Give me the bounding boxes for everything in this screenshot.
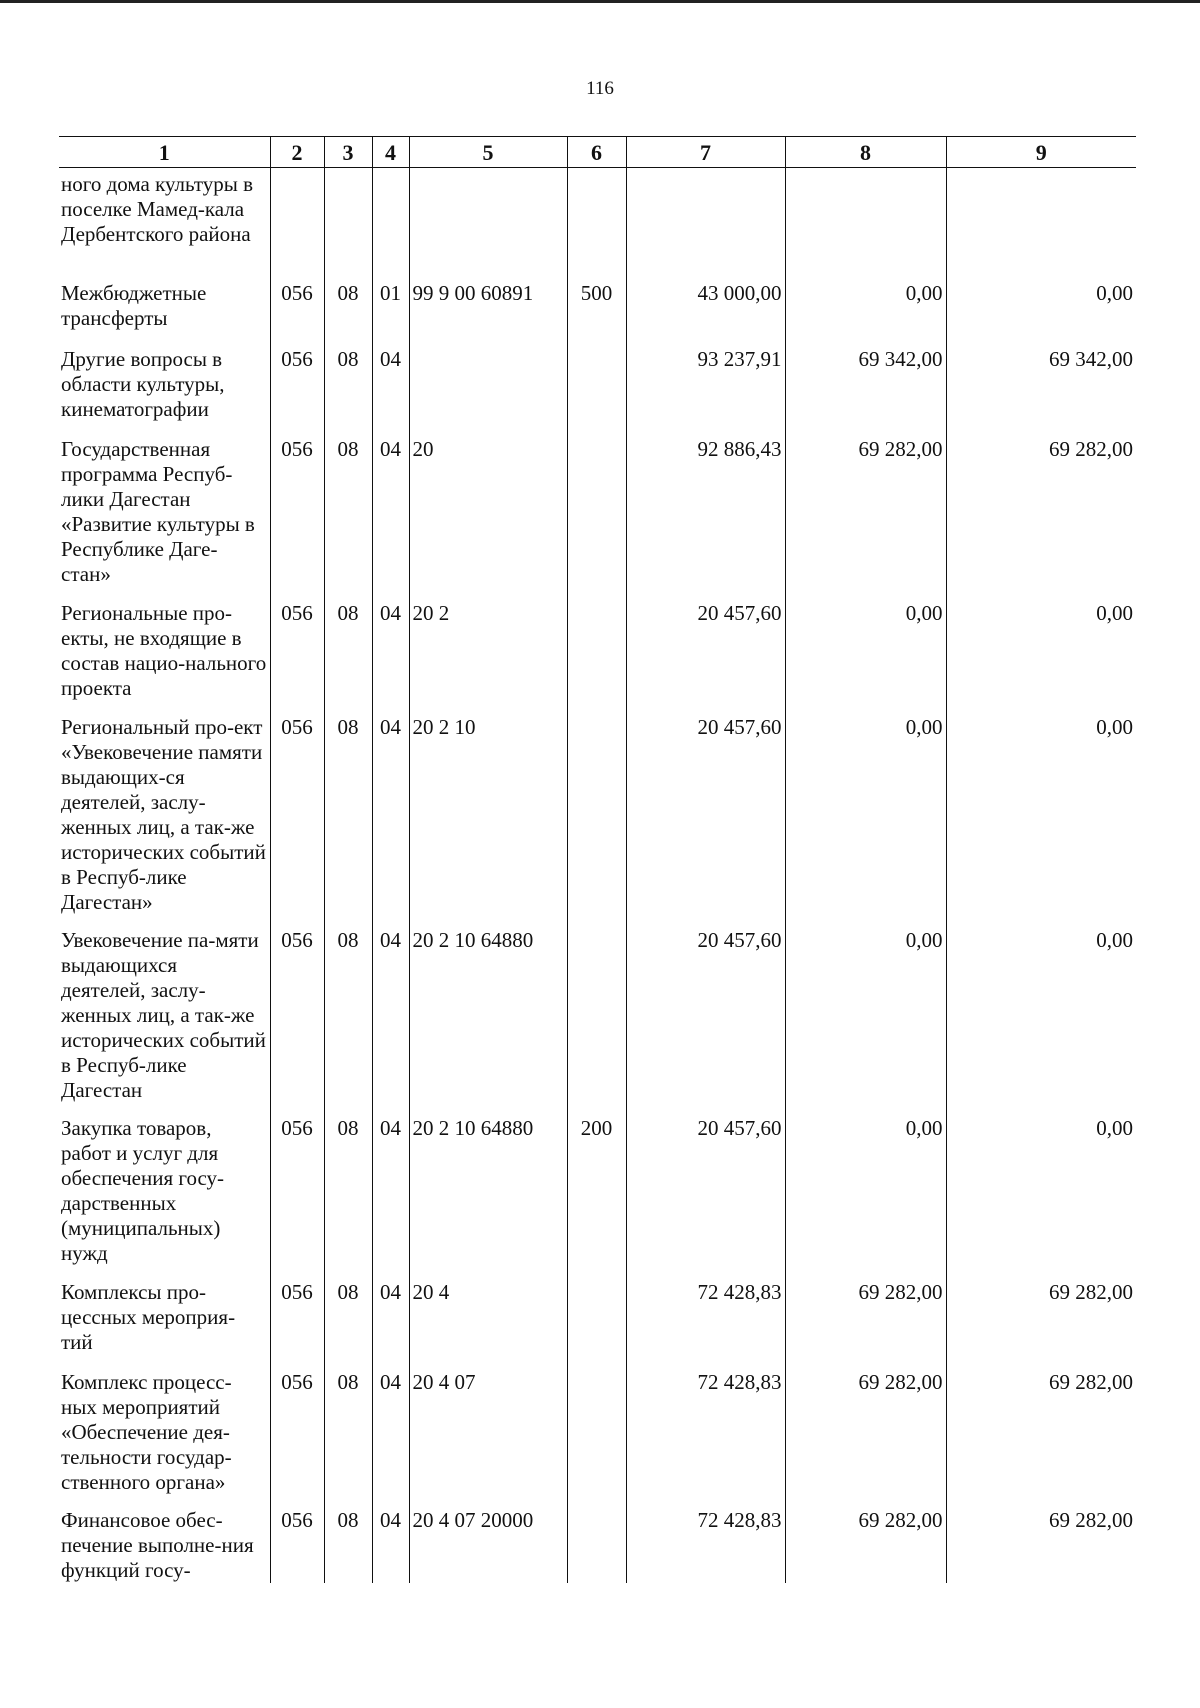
cell-col-7: 93 237,91 bbox=[626, 343, 785, 433]
cell-col-9: 0,00 bbox=[946, 924, 1136, 1112]
cell-col-9 bbox=[946, 168, 1136, 277]
cell-col-8 bbox=[785, 168, 946, 277]
cell-col-2: 056 bbox=[270, 343, 324, 433]
cell-col-9: 0,00 bbox=[946, 711, 1136, 924]
cell-col-9: 0,00 bbox=[946, 597, 1136, 711]
cell-col-6 bbox=[567, 168, 626, 277]
cell-col-6: 500 bbox=[567, 277, 626, 343]
header-row bbox=[59, 137, 1136, 168]
cell-col-6 bbox=[567, 1366, 626, 1504]
cell-col-5: 99 9 00 60891 bbox=[409, 277, 567, 343]
table-row bbox=[59, 1112, 1136, 1276]
header-col-3: 3 bbox=[324, 137, 372, 168]
cell-col-2: 056 bbox=[270, 433, 324, 597]
cell-col-3 bbox=[324, 168, 372, 277]
cell-col-2: 056 bbox=[270, 711, 324, 924]
header-col-2: 2 bbox=[270, 137, 324, 168]
cell-col-8: 69 282,00 bbox=[785, 433, 946, 597]
top-rule bbox=[0, 0, 1200, 3]
cell-col-5 bbox=[409, 343, 567, 433]
row-name: Другие вопросы в области культуры, кинематографии bbox=[61, 346, 225, 421]
row-name: Увековечение па-мяти выдающихся деятелей, заслу-женных лиц, а так-же исторических событий в Респуб-лике Дагестан bbox=[61, 927, 266, 1102]
cell-col-4: 04 bbox=[372, 433, 409, 597]
table-row bbox=[59, 1276, 1136, 1366]
cell-col-7: 20 457,60 bbox=[626, 597, 785, 711]
cell-col-3: 08 bbox=[324, 1366, 372, 1504]
cell-col-4: 01 bbox=[372, 277, 409, 343]
row-name: Закупка товаров, работ и услуг для обеспечения госу-дарственных (муниципальных) нужд bbox=[61, 1115, 225, 1265]
table-row bbox=[59, 1504, 1136, 1583]
cell-col-2: 056 bbox=[270, 924, 324, 1112]
cell-col-5 bbox=[409, 168, 567, 277]
table-row bbox=[59, 597, 1136, 711]
cell-col-7: 72 428,83 bbox=[626, 1276, 785, 1366]
cell-col-6: 200 bbox=[567, 1112, 626, 1276]
cell-col-8: 0,00 bbox=[785, 1112, 946, 1276]
cell-col-9: 69 282,00 bbox=[946, 433, 1136, 597]
table-row bbox=[59, 277, 1136, 343]
table-row bbox=[59, 433, 1136, 597]
header-col-4: 4 bbox=[372, 137, 409, 168]
cell-col-6 bbox=[567, 1504, 626, 1583]
cell-col-5: 20 2 10 64880 bbox=[409, 924, 567, 1112]
cell-col-8: 0,00 bbox=[785, 711, 946, 924]
cell-col-6 bbox=[567, 924, 626, 1112]
cell-col-9: 69 342,00 bbox=[946, 343, 1136, 433]
table-row bbox=[59, 168, 1136, 277]
row-name: Межбюджетные трансферты bbox=[61, 280, 207, 330]
cell-col-5: 20 2 10 64880 bbox=[409, 1112, 567, 1276]
cell-col-4: 04 bbox=[372, 1276, 409, 1366]
cell-col-5: 20 4 bbox=[409, 1276, 567, 1366]
cell-col-8: 69 282,00 bbox=[785, 1504, 946, 1583]
cell-col-7: 20 457,60 bbox=[626, 1112, 785, 1276]
cell-col-7: 72 428,83 bbox=[626, 1504, 785, 1583]
cell-col-6 bbox=[567, 343, 626, 433]
cell-col-5: 20 2 10 bbox=[409, 711, 567, 924]
cell-col-9: 0,00 bbox=[946, 277, 1136, 343]
cell-col-7: 43 000,00 bbox=[626, 277, 785, 343]
cell-col-2: 056 bbox=[270, 1112, 324, 1276]
cell-col-8: 0,00 bbox=[785, 924, 946, 1112]
table-body bbox=[59, 168, 1136, 1583]
row-name: Государственная программа Респуб-лики Дагестан «Развитие культуры в Республике Даге-стан» bbox=[61, 436, 255, 586]
cell-col-4: 04 bbox=[372, 1504, 409, 1583]
cell-col-3: 08 bbox=[324, 924, 372, 1112]
cell-col-9: 69 282,00 bbox=[946, 1276, 1136, 1366]
cell-col-2: 056 bbox=[270, 1276, 324, 1366]
cell-col-8: 69 282,00 bbox=[785, 1276, 946, 1366]
row-name: Региональный про-ект «Увековечение памяти выдающих-ся деятелей, заслу-женных лиц, а так-же исторических событий в Респуб-лике Дагестан» bbox=[61, 714, 266, 914]
cell-col-4: 04 bbox=[372, 343, 409, 433]
cell-col-2: 056 bbox=[270, 1366, 324, 1504]
header-col-5: 5 bbox=[409, 137, 567, 168]
header-col-6: 6 bbox=[567, 137, 626, 168]
table-row bbox=[59, 924, 1136, 1112]
budget-table bbox=[59, 136, 1136, 1583]
cell-col-6 bbox=[567, 433, 626, 597]
table-row bbox=[59, 711, 1136, 924]
row-name: Комплексы про-цессных мероприя-тий bbox=[61, 1279, 236, 1354]
page-number: 116 bbox=[586, 78, 614, 99]
table-row bbox=[59, 343, 1136, 433]
cell-col-8: 0,00 bbox=[785, 597, 946, 711]
cell-col-3: 08 bbox=[324, 597, 372, 711]
header-col-9: 9 bbox=[946, 137, 1136, 168]
row-name: Региональные про-екты, не входящие в состав нацио-нального проекта bbox=[61, 600, 267, 700]
table-header bbox=[59, 137, 1136, 168]
cell-col-4: 04 bbox=[372, 1366, 409, 1504]
cell-col-3: 08 bbox=[324, 1112, 372, 1276]
header-col-7: 7 bbox=[626, 137, 785, 168]
table-row bbox=[59, 1366, 1136, 1504]
cell-col-7: 20 457,60 bbox=[626, 924, 785, 1112]
cell-col-3: 08 bbox=[324, 1276, 372, 1366]
cell-col-8: 0,00 bbox=[785, 277, 946, 343]
cell-col-3: 08 bbox=[324, 433, 372, 597]
cell-col-7: 92 886,43 bbox=[626, 433, 785, 597]
cell-col-8: 69 342,00 bbox=[785, 343, 946, 433]
row-name: Финансовое обес-печение выполне-ния функций госу- bbox=[61, 1507, 254, 1582]
cell-col-4: 04 bbox=[372, 711, 409, 924]
cell-col-7: 20 457,60 bbox=[626, 711, 785, 924]
cell-col-4: 04 bbox=[372, 924, 409, 1112]
cell-col-4: 04 bbox=[372, 1112, 409, 1276]
cell-col-9: 0,00 bbox=[946, 1112, 1136, 1276]
header-col-1: 1 bbox=[59, 137, 270, 168]
cell-col-5: 20 2 bbox=[409, 597, 567, 711]
cell-col-8: 69 282,00 bbox=[785, 1366, 946, 1504]
header-col-8: 8 bbox=[785, 137, 946, 168]
cell-col-3: 08 bbox=[324, 711, 372, 924]
cell-col-4 bbox=[372, 168, 409, 277]
cell-col-5: 20 4 07 20000 bbox=[409, 1504, 567, 1583]
cell-col-9: 69 282,00 bbox=[946, 1504, 1136, 1583]
cell-col-6 bbox=[567, 597, 626, 711]
cell-col-6 bbox=[567, 711, 626, 924]
cell-col-3: 08 bbox=[324, 1504, 372, 1583]
cell-col-7 bbox=[626, 168, 785, 277]
cell-col-5: 20 bbox=[409, 433, 567, 597]
cell-col-7: 72 428,83 bbox=[626, 1366, 785, 1504]
cell-col-2: 056 bbox=[270, 277, 324, 343]
cell-col-3: 08 bbox=[324, 343, 372, 433]
cell-col-2: 056 bbox=[270, 597, 324, 711]
row-name: Комплекс процесс-ных мероприятий «Обеспечение дея-тельности государ-ственного органа» bbox=[61, 1369, 232, 1494]
cell-col-9: 69 282,00 bbox=[946, 1366, 1136, 1504]
cell-col-3: 08 bbox=[324, 277, 372, 343]
cell-col-5: 20 4 07 bbox=[409, 1366, 567, 1504]
cell-col-4: 04 bbox=[372, 597, 409, 711]
row-name: ного дома культуры в поселке Мамед-кала Дербентского района bbox=[61, 172, 253, 246]
cell-col-2 bbox=[270, 168, 324, 277]
cell-col-6 bbox=[567, 1276, 626, 1366]
cell-col-2: 056 bbox=[270, 1504, 324, 1583]
